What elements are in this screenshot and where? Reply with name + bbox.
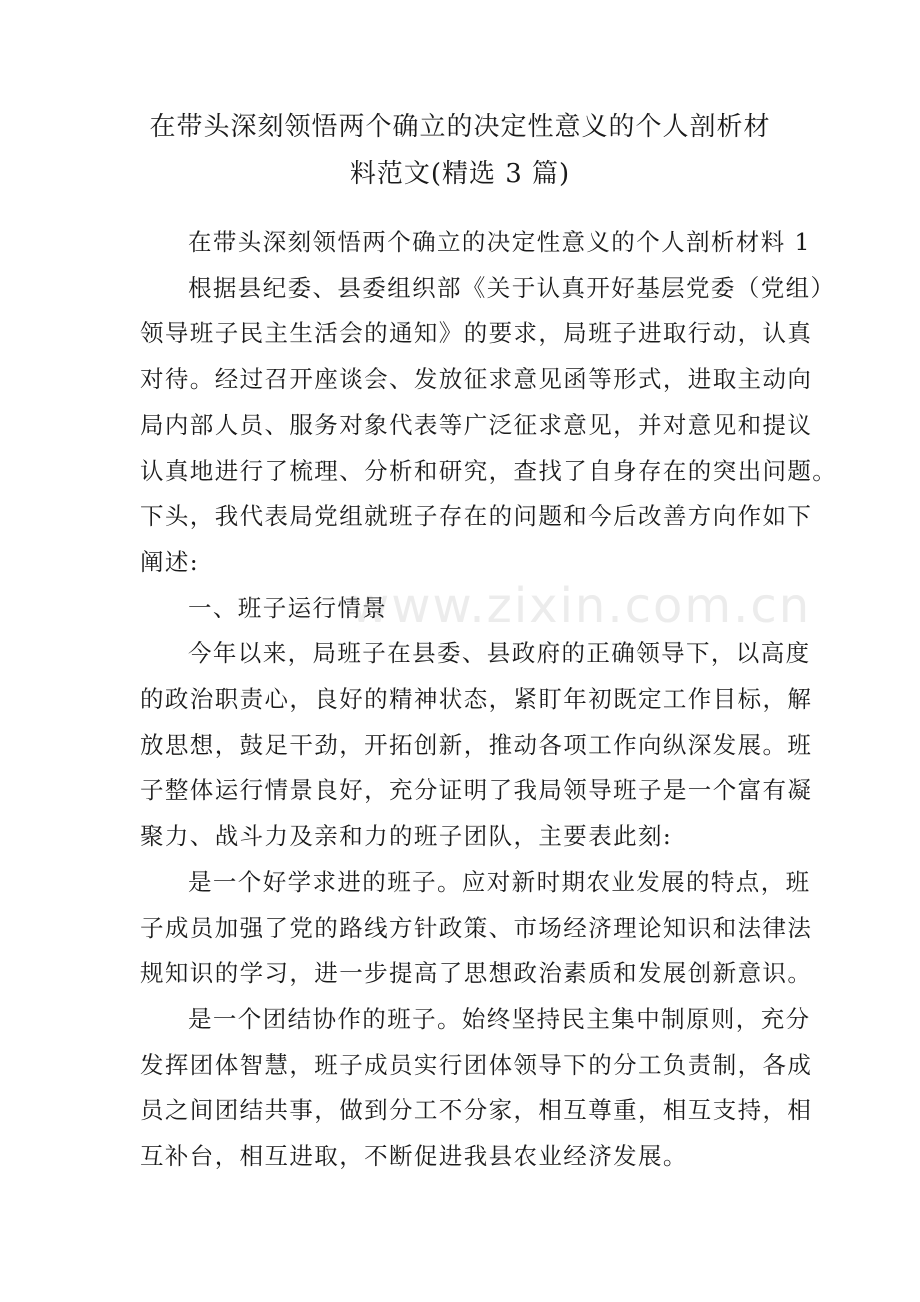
paragraph-3-line: 规知识的学习，进一步提高了思想政治素质和发展创新意识。	[140, 959, 813, 988]
section-heading: 在带头深刻领悟两个确立的决定性意义的个人剖析材料 1	[188, 228, 811, 256]
document-title-line-1: 在带头深刻领悟两个确立的决定性意义的个人剖析材	[149, 112, 771, 142]
paragraph-1-line: 对待。经过召开座谈会、发放征求意见函等形式，进取主动向	[140, 365, 813, 394]
paragraph-2-line: 的政治职责心，良好的精神状态，紧盯年初既定工作目标，解	[140, 685, 813, 714]
watermark: www.zixin.com.cn	[350, 578, 812, 634]
paragraph-2-line: 今年以来，局班子在县委、县政府的正确领导下，以高度	[188, 639, 811, 668]
paragraph-2-line: 聚力、战斗力及亲和力的班子团队，主要表此刻:	[140, 822, 673, 851]
document-title-line-2: 料范文(精选 3 篇)	[349, 159, 571, 189]
paragraph-4-line: 互补台，相互进取，不断促进我县农业经济发展。	[140, 1142, 688, 1171]
paragraph-1-line: 根据县纪委、县委组织部《关于认真开好基层党委（党组）	[188, 273, 836, 302]
paragraph-1-line: 下头，我代表局党组就班子存在的问题和今后改善方向作如下	[140, 502, 813, 531]
document-body	[140, 220, 838, 1180]
paragraph-1-line: 局内部人员、服务对象代表等广泛征求意见，并对意见和提议	[140, 410, 813, 439]
paragraph-3-line: 子成员加强了党的路线方针政策、市场经济理论知识和法律法	[140, 913, 813, 942]
paragraph-4-line: 发挥团体智慧，班子成员实行团体领导下的分工负责制，各成	[140, 1050, 813, 1079]
paragraph-4-line: 是一个团结协作的班子。始终坚持民主集中制原则，充分	[188, 1004, 811, 1033]
paragraph-3-line: 是一个好学求进的班子。应对新时期农业发展的特点，班	[188, 867, 811, 896]
paragraph-1-line: 阐述:	[140, 547, 200, 576]
paragraph-4-line: 员之间团结共事，做到分工不分家，相互尊重，相互支持，相	[140, 1096, 813, 1125]
paragraph-1-line: 认真地进行了梳理、分析和研究，查找了自身存在的突出问题。	[140, 456, 838, 485]
paragraph-2-line: 子整体运行情景良好，充分证明了我局领导班子是一个富有凝	[140, 776, 813, 805]
paragraph-2-line: 放思想，鼓足干劲，开拓创新，推动各项工作向纵深发展。班	[140, 730, 813, 759]
subsection-heading: 一、班子运行情景	[188, 593, 388, 622]
paragraph-1-line: 领导班子民主生活会的通知》的要求，局班子进取行动，认真	[140, 319, 813, 348]
